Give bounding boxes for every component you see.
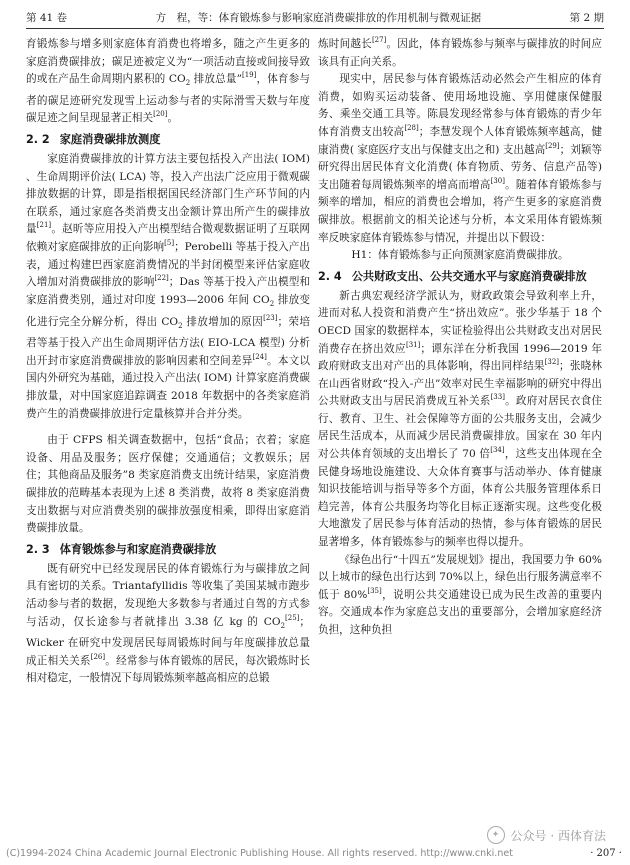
left-column <box>26 36 310 688</box>
citation: [29] <box>545 141 560 150</box>
citation: [5] <box>164 239 175 248</box>
citation: [28] <box>404 123 419 132</box>
citation: [34] <box>490 446 505 455</box>
section-heading-2-2: 2. 2 家庭消费碳排放测度 <box>26 133 161 147</box>
journal-issue: 第 2 期 <box>569 11 604 24</box>
section-heading-2-4: 2. 4 公共财政支出、公共交通水平与家庭消费碳排放 <box>318 269 587 283</box>
running-header <box>26 6 604 29</box>
citation: [22] <box>154 274 169 283</box>
citation: [20] <box>153 110 168 119</box>
journal-volume: 第 41 卷 <box>26 11 68 24</box>
citation: [31] <box>406 340 421 349</box>
paragraph: 由于 CFPS 相关调查数据中，包括“食品；衣着；家庭设备、用品及服务；医疗保健；交通通信；文教娱乐；居住；其他商品及服务”8 类家庭消费支出统计结果，家庭消费碳排放的范畴基本表现为上述 8 类消费，故将 8 类家庭消费支出数据与对应消费类别的碳排放强度相乘，即得出家庭消费碳排放量。 <box>26 434 310 535</box>
hypothesis-h1: H1：体育锻炼参与正向预测家庭消费碳排放。 <box>351 249 569 262</box>
citation: [33] <box>490 393 505 402</box>
right-column <box>318 36 602 640</box>
paragraph: 炼时间越长[27]。因此，体育锻炼参与频率与碳排放的时间应该具有正向关系。 <box>318 36 603 68</box>
paragraph: 现实中，居民参与体育锻炼活动必然会产生相应的体育消费，如购买运动装备、使用场地设施、享用健康保健服务、乘坐交通工具等。陈晨发现经常参与体育锻炼的青少年体育消费支出较高[28]；李慧发现个人体育锻炼频率越高，健康消费( 家庭医疗支出与保健支出之和) 支出越高[29]；刘颖等研究得出居民体育文化消费( 体育物质、劳务、信息产品等) 支出随着每周锻炼频率的增高而增高[30]。随着体育锻炼参与频率的增加，相应的消费也会增加，将产生更多的家庭消费碳排放。根据前文的相关论述与分析，本文采用体育锻炼频率反映家庭体育锻炼参与情况，并提出以下假设： <box>318 73 603 244</box>
paragraph: 既有研究中已经发现居民的体育锻炼行为与碳排放之间具有密切的关系。Triantafyllidis 等收集了美国某城市跑步活动参与者的数据，发现绝大多数参与者通过自驾的方式参与活动，仅长途参与者就排出 3.38 亿 kg 的 $CO_2[25]$；Wicker 在研究中发现居民每周锻炼时间与年度碳排放总量成正相关关系[26]。经常参与体育锻炼的居民，每次锻炼时长相对稳定，一般情况下每周锻炼频率越高相应的总锻 <box>26 562 311 685</box>
citation: [21] <box>36 221 52 230</box>
page-number: · 207 · <box>590 847 622 859</box>
paragraph: 《绿色出行“十四五”发展规划》提出，我国要力争 60%以上城市的绿色出行达到 70%以上，绿色出行服务满意率不低于 80%[35]，说明公共交通建设已成为民生改善的重要内容。交通成本作为家庭总支出的重要部分，会增加家庭经济负担，这种负担 <box>318 553 602 636</box>
page-footer <box>6 845 622 861</box>
citation: [24] <box>252 352 267 361</box>
citation: [32] <box>544 358 560 367</box>
citation: [25] <box>285 613 300 622</box>
section-heading-2-3: 2. 3 体育锻炼参与和家庭消费碳排放 <box>26 542 217 556</box>
paragraph: 新古典宏观经济学派认为，财政政策会导致利率上升，进而对私人投资和消费产生“挤出效应”。张少华基于 18 个 OECD 国家的数据样本，实证检验得出公共财政支出对居民消费存在挤出效应[31]；谭东洋在分析我国 1996—2019 年政府财政支出对产出的具体影响，得出同样结果[32]；张晓林在山西省财政“投入-产出”效率对民生幸福影响的研究中得出公共财政支出与居民消费成互补关系[33]。政府对居民衣食住行、教育、卫生、社会保障等方面的公共服务支出，会减少居民生活成本，从而减少居民消费碳排放。国家在 30 年内对公共体育领域的支出增长了 70 倍[34]，这些支出体现在全民健身场地设施建设、大众体育赛事与活动举办、体育健康知识技能培训与指导等多个方面，体育公共服务管理体系日趋完善，体育公共服务均等化目标正逐渐实现。这些变化极大地激发了居民参与体育活动的热情，参与体育锻炼的居民显著增多，体育锻炼参与的频率也得以提升。 <box>318 289 603 549</box>
article-running-title: 方 程，等：体育锻炼参与影响家庭消费碳排放的作用机制与微观证据 <box>155 11 482 24</box>
citation: [19] <box>241 71 257 80</box>
citation: [30] <box>490 176 505 185</box>
paragraph: 家庭消费碳排放的计算方法主要包括投入产出法( IOM) 、生命周期评价法( LCA) 等，投入产出法广泛应用于微观碳排放数据的计算，即是指根据国民经济部门生产环节间的内在联系，通过家庭各类消费支出金额计算出所产生的碳排放量[21]。赵昕等应用投入产出模型结合微观数据证明了互联网依赖对家庭碳排放的正向影响[5]；Perobelli 等基于投入产出表，通过构建巴西家庭消费情况的半封闭模型来评估家庭收入增加对消费碳排放的影响[22]；Das 等基于投入产出模型和家庭消费类别，通过对印度 1993—2006 年间 $CO_2$ 排放变化进行完全分解分析，得出 $CO_2$ 排放增加的原因[23]；荣培君等基于投入产出生命周期评估方法( EIO-LCA 模型) 分析出开封市家庭消费碳排放的影响因素和空间差异[24]。本文以国内外研究为基础，通过投入产出法( IOM) 计算家庭消费碳排放量，对中国家庭追踪调查 2018 年数据中的各类家庭消费产生的消费碳排放进行定量核算并合并分类。 <box>26 153 311 420</box>
citation: [35] <box>367 586 382 595</box>
citation: [27] <box>371 36 387 44</box>
paragraph: 育锻炼参与增多则家庭体育消费也将增多，随之产生更多的家庭消费碳排放；碳足迹被定义为“一项活动直接或间接导致的或在产品生命周期内累积的 $CO_2$ 排放总量”[19]，体育参与者的碳足迹研究发现雪上运动参与者的实际滑雪天数与年度碳足迹之间呈现显著正相关[20]。 <box>26 38 310 125</box>
citation: [23] <box>263 313 278 322</box>
citation: [26] <box>90 652 106 661</box>
wechat-logo-icon: ✦ <box>487 826 505 844</box>
wechat-watermark: ✦ 公众号 · 西体育法 <box>487 826 606 844</box>
copyright-notice: (C)1994-2024 China Academic Journal Electronic Publishing House. All rights reserved. http://www.cnki.net <box>6 847 513 859</box>
